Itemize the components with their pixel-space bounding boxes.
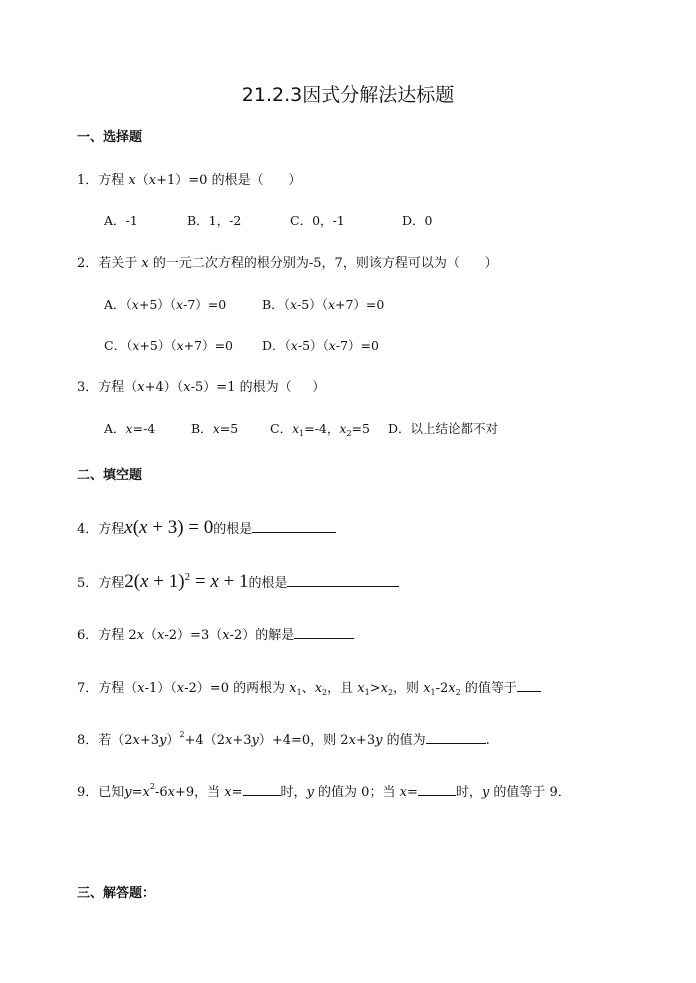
page-title: 21.2.3因式分解法达标题: [241, 84, 455, 106]
q2-option-a[interactable]: A．（x+5）（x-7）=0: [104, 297, 227, 312]
question-5: 5．方程$2(x + 1)^2 = x + 1$的根是: [77, 572, 399, 591]
section-choice-heading: 一、选择题: [77, 130, 143, 145]
q3-option-b[interactable]: B．x=5: [191, 421, 239, 436]
q2-option-d[interactable]: D．（x-5）（x-7）=0: [262, 338, 379, 353]
q8-answer-blank[interactable]: [426, 731, 486, 744]
question-4: 4．方程x(x + 3) = 0的根是: [77, 518, 336, 537]
q3-option-a[interactable]: A．x=-4: [104, 421, 156, 436]
section-fill-heading: 二、填空题: [77, 468, 143, 483]
question-8: 8．若$(2x+3y)^2+4(2x+3y)+4=0$，则 2x+3y 的值为 .: [77, 730, 490, 748]
q1-option-a[interactable]: A．-1: [104, 213, 138, 228]
q5-answer-blank[interactable]: [287, 574, 399, 587]
q4-answer-blank[interactable]: [252, 520, 336, 533]
question-3: 3．方程（x+4）（x-5）=1 的根为（ ）: [77, 380, 326, 395]
section-answer-heading: 三、解答题：: [77, 886, 156, 901]
q1-option-b[interactable]: B．1，-2: [187, 213, 242, 228]
q1-option-c[interactable]: C．0，-1: [290, 213, 345, 228]
question-2: 2．若关于 x 的一元二次方程的根分别为-5，7，则该方程可以为（ ）: [77, 256, 498, 271]
q9-answer-blank-1[interactable]: [243, 783, 281, 796]
q4-suffix: 的根是: [213, 522, 253, 537]
q1-option-d[interactable]: D．0: [402, 213, 433, 228]
q2-option-c[interactable]: C．（x+5）（x+7）=0: [104, 338, 233, 353]
question-7: 7．方程（x-1）（x-2）=0 的两根为 $x_1$、$x_2$，且 $x_1>x_2$，则 $x_1-2x_2$ 的值等于: [77, 679, 541, 697]
question-1: 1．方程 x（x+1）=0 的根是（ ）: [77, 173, 302, 188]
question-9: 9．已知$y=x^2-6x+9$，当 x= 时，y 的值为 0；当 x= 时，y 的值等于 9．: [77, 782, 571, 800]
q5-suffix: 的根是: [248, 576, 288, 591]
q9-answer-blank-2[interactable]: [418, 783, 456, 796]
q6-answer-blank[interactable]: [294, 626, 354, 639]
q5-prefix: 5．方程: [77, 576, 125, 591]
q3-option-d[interactable]: D．以上结论都不对: [388, 421, 499, 436]
q4-equation: x: [124, 517, 133, 538]
q4-prefix: 4．方程: [77, 522, 125, 537]
q7-answer-blank[interactable]: [517, 679, 541, 692]
question-6: 6．方程 2x（x-2）=3（x-2）的解是: [77, 626, 354, 642]
q3-option-c[interactable]: C．$x_1=-4$，$x_2=5$: [270, 421, 370, 438]
q2-option-b[interactable]: B．（x-5）（x+7）=0: [262, 297, 385, 312]
